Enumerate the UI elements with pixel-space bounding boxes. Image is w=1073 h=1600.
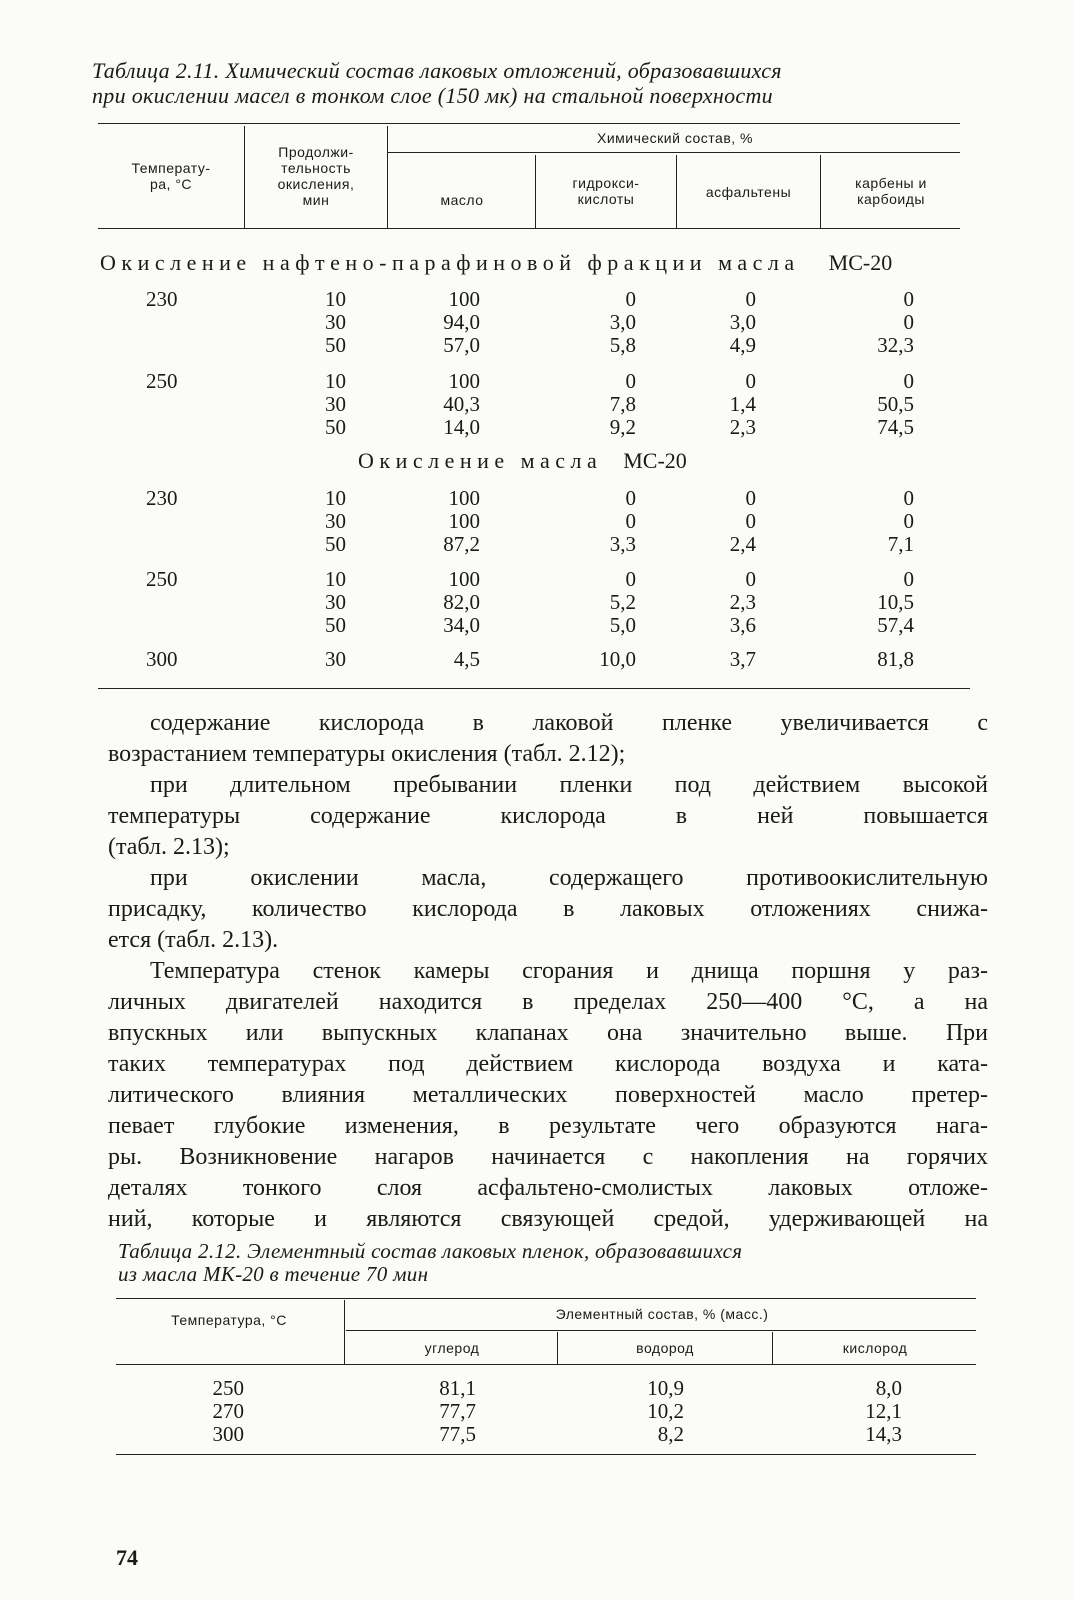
oil-cell: 57,0 — [443, 333, 480, 357]
header-divider — [557, 1332, 558, 1364]
carbenes-cell: 10,5 — [877, 590, 914, 614]
hydroxy-cell: 0 — [625, 287, 636, 311]
temperature-cell: 300 — [146, 647, 178, 671]
paragraph: при длительном пребывании пленки под действием высокой температуры содержание кислорода в ней повышается (табл. 2.13); — [108, 772, 988, 860]
carbenes-cell: 0 — [903, 509, 914, 533]
oil-cell: 87,2 — [443, 532, 480, 556]
carbon-cell: 81,1 — [439, 1376, 476, 1400]
carbenes-cell: 0 — [903, 567, 914, 591]
header-bottom-rule — [98, 228, 960, 229]
asphaltenes-cell: 2,3 — [729, 590, 756, 614]
hydroxy-cell: 3,3 — [609, 532, 636, 556]
duration-cell: 50 — [325, 333, 346, 357]
asphaltenes-cell: 0 — [745, 287, 756, 311]
duration-cell: 10 — [325, 567, 346, 591]
header-divider — [344, 1300, 345, 1364]
header-oxygen: кислород — [842, 1340, 908, 1356]
header-carbon: углерод — [424, 1340, 480, 1356]
carbon-cell: 77,7 — [439, 1399, 476, 1423]
oxygen-cell: 8,0 — [875, 1376, 902, 1400]
table-top-rule — [116, 1298, 976, 1299]
hydroxy-cell: 0 — [625, 486, 636, 510]
duration-cell: 30 — [325, 647, 346, 671]
hydroxy-cell: 10,0 — [599, 647, 636, 671]
header-divider — [387, 126, 388, 228]
duration-cell: 10 — [325, 287, 346, 311]
header-temperature: Температу- ра, °С — [131, 160, 211, 192]
header-divider — [676, 155, 677, 228]
hydrogen-cell: 10,2 — [647, 1399, 684, 1423]
asphaltenes-cell: 0 — [745, 369, 756, 393]
carbenes-cell: 81,8 — [877, 647, 914, 671]
duration-cell: 50 — [325, 613, 346, 637]
caption-line: из масла МК-20 в течение 70 мин — [118, 1262, 429, 1286]
asphaltenes-cell: 3,0 — [729, 310, 756, 334]
oil-cell: 100 — [448, 369, 480, 393]
temperature-cell: 230 — [146, 287, 178, 311]
duration-cell: 50 — [325, 415, 346, 439]
caption-line: Таблица 2.11. Химический состав лаковых отложений, образовавшихся — [92, 58, 782, 83]
carbenes-cell: 7,1 — [887, 532, 914, 556]
carbenes-cell: 32,3 — [877, 333, 914, 357]
section-title: Окисление масла МС-20 — [358, 448, 687, 473]
asphaltenes-cell: 2,4 — [729, 532, 756, 556]
asphaltenes-cell: 3,7 — [729, 647, 756, 671]
temperature-cell: 250 — [146, 369, 178, 393]
oil-cell: 34,0 — [443, 613, 480, 637]
carbenes-cell: 0 — [903, 486, 914, 510]
hydroxy-cell: 0 — [625, 369, 636, 393]
duration-cell: 30 — [325, 509, 346, 533]
temperature-cell: 270 — [212, 1399, 244, 1423]
oil-cell: 94,0 — [443, 310, 480, 334]
header-asphaltenes: асфальтены — [705, 184, 792, 200]
composition-header-rule — [346, 1330, 976, 1331]
header-divider — [535, 155, 536, 228]
header-oil: масло — [440, 192, 484, 208]
carbenes-cell: 0 — [903, 287, 914, 311]
header-bottom-rule — [116, 1364, 976, 1365]
oil-cell: 14,0 — [443, 415, 480, 439]
hydroxy-cell: 0 — [625, 567, 636, 591]
chem-header-rule — [388, 152, 960, 153]
section-title: Окисление нафтено-парафиновой фракции масла МС-20 — [100, 250, 893, 275]
header-divider — [244, 126, 245, 228]
oil-cell: 100 — [448, 287, 480, 311]
header-hydroxy: гидрокси- кислоты — [572, 175, 640, 207]
oil-cell: 4,5 — [453, 647, 480, 671]
asphaltenes-cell: 4,9 — [729, 333, 756, 357]
hydroxy-cell: 3,0 — [609, 310, 636, 334]
temperature-cell: 250 — [212, 1376, 244, 1400]
duration-cell: 30 — [325, 310, 346, 334]
oil-cell: 40,3 — [443, 392, 480, 416]
carbenes-cell: 74,5 — [877, 415, 914, 439]
table-top-rule — [98, 123, 960, 124]
asphaltenes-cell: 0 — [745, 486, 756, 510]
oil-cell: 82,0 — [443, 590, 480, 614]
paragraph: содержание кислорода в лаковой пленке увеличивается с возрастанием температуры окисления (табл. 2.12); — [108, 710, 988, 767]
header-divider — [820, 155, 821, 228]
caption-line: при окислении масел в тонком слое (150 мк) на стальной поверхности — [92, 83, 773, 108]
hydroxy-cell: 5,0 — [609, 613, 636, 637]
duration-cell: 30 — [325, 392, 346, 416]
header-composition: Элементный состав, % (масс.) — [555, 1306, 769, 1322]
asphaltenes-cell: 0 — [745, 509, 756, 533]
paragraph: Температура стенок камеры сгорания и днища поршня у раз- личных двигателей находится в пределах 250—400 °С, а на впускных или выпускных клапанах она значительно выше. При таких температурах под действием кислорода воздуха и ката- литического влияния металлических поверхностей масло претер- певает глубокие изменения, в результате чего образуются нага- ры. Возникновение нагаров начинается с накопления на горячих деталях тонкого слоя асфальтено-смолистых лаковых отложе- ний, которые и являются связующей средой, удерживающей на — [108, 958, 988, 1232]
paragraph: при окислении масла, содержащего противоокислительную присадку, количество кислорода в лаковых отложениях снижа- ется (табл. 2.13). — [108, 865, 988, 953]
hydroxy-cell: 9,2 — [609, 415, 636, 439]
oil-cell: 100 — [448, 486, 480, 510]
header-duration: Продолжи- тельность окисления, мин — [277, 144, 355, 208]
page-number: 74 — [116, 1545, 138, 1570]
asphaltenes-cell: 0 — [745, 567, 756, 591]
carbenes-cell: 0 — [903, 310, 914, 334]
hydroxy-cell: 0 — [625, 509, 636, 533]
carbon-cell: 77,5 — [439, 1422, 476, 1446]
oil-cell: 100 — [448, 567, 480, 591]
header-carbenes: карбены и карбоиды — [855, 175, 927, 207]
table-caption — [118, 1240, 1018, 1286]
header-chemical: Химический состав, % — [597, 130, 753, 146]
temperature-cell: 250 — [146, 567, 178, 591]
hydrogen-cell: 10,9 — [647, 1376, 684, 1400]
duration-cell: 10 — [325, 486, 346, 510]
table-bottom-rule — [116, 1454, 976, 1455]
oxygen-cell: 12,1 — [865, 1399, 902, 1423]
table-caption — [92, 58, 992, 108]
table-bottom-rule — [98, 688, 970, 689]
oil-cell: 100 — [448, 509, 480, 533]
asphaltenes-cell: 1,4 — [729, 392, 756, 416]
asphaltenes-cell: 2,3 — [729, 415, 756, 439]
duration-cell: 10 — [325, 369, 346, 393]
header-temperature: Температура, °С — [171, 1312, 287, 1328]
caption-line: Таблица 2.12. Элементный состав лаковых пленок, образовавшихся — [118, 1239, 743, 1263]
asphaltenes-cell: 3,6 — [729, 613, 756, 637]
hydroxy-cell: 7,8 — [609, 392, 636, 416]
carbenes-cell: 57,4 — [877, 613, 914, 637]
header-hydrogen: водород — [636, 1340, 694, 1356]
temperature-cell: 230 — [146, 486, 178, 510]
oxygen-cell: 14,3 — [865, 1422, 902, 1446]
hydroxy-cell: 5,8 — [609, 333, 636, 357]
hydrogen-cell: 8,2 — [657, 1422, 684, 1446]
temperature-cell: 300 — [212, 1422, 244, 1446]
carbenes-cell: 50,5 — [877, 392, 914, 416]
duration-cell: 50 — [325, 532, 346, 556]
carbenes-cell: 0 — [903, 369, 914, 393]
duration-cell: 30 — [325, 590, 346, 614]
header-divider — [772, 1332, 773, 1364]
hydroxy-cell: 5,2 — [609, 590, 636, 614]
